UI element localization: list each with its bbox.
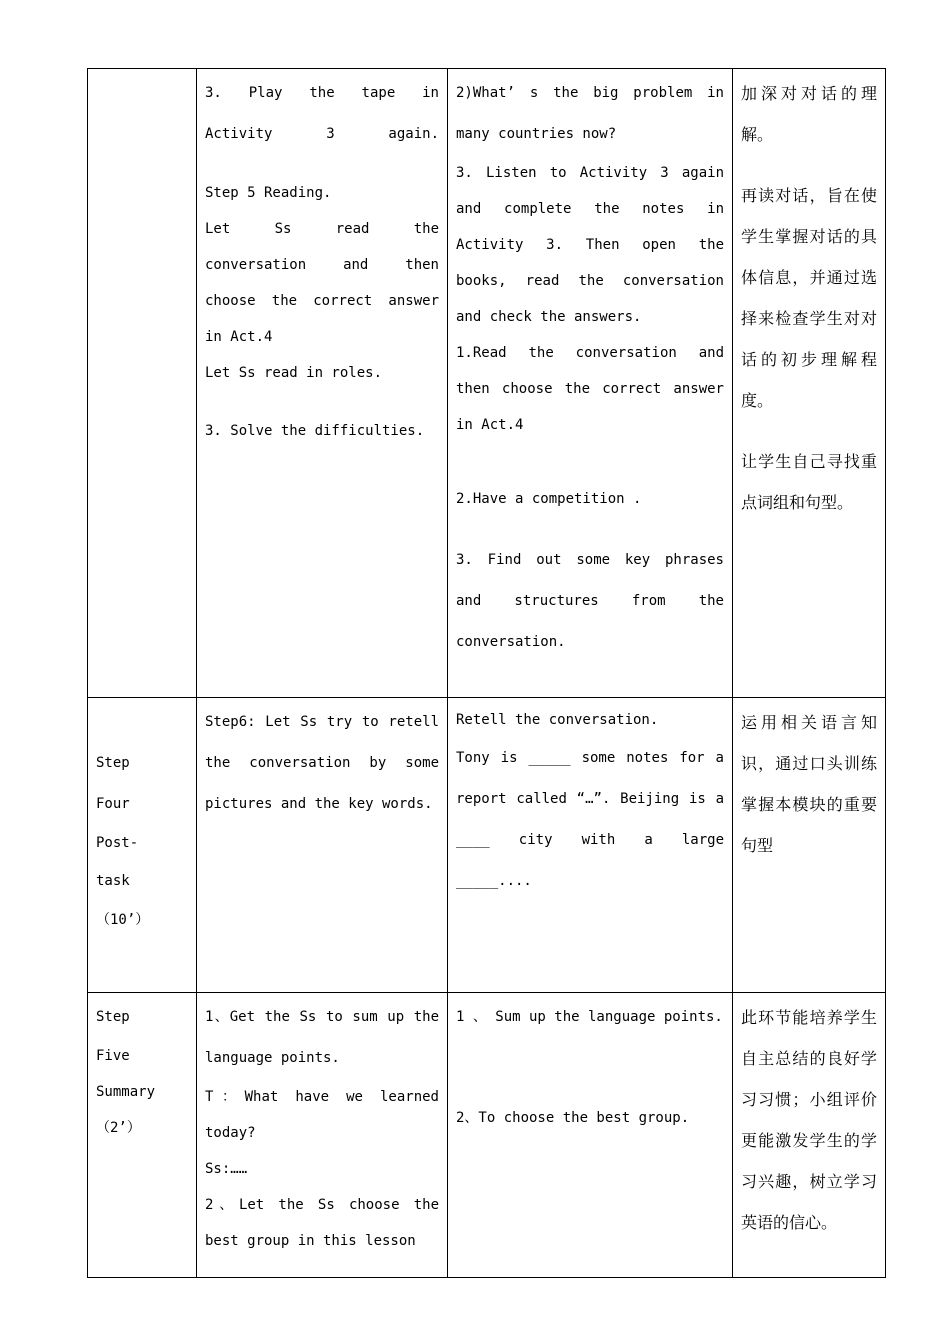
cell-paragraph: 3. Solve the difficulties. — [205, 423, 425, 439]
cell-paragraph: Let Ss read the conversation and then choose the correct answer in Act.4 — [205, 221, 439, 345]
cell-paragraph: 3. Listen to Activity 3 again and complete the notes in Activity 3. Then open the books, read the conversation and check the answers. — [456, 165, 724, 325]
table-row — [88, 698, 886, 993]
teacher-activity-cell — [197, 69, 448, 698]
cell-paragraph: T：What have we learned today? — [205, 1089, 439, 1141]
cell-paragraph: Tony is _____ some notes for a report called “…”. Beijing is a ____ city with a large _____.... — [456, 750, 724, 889]
cell-paragraph: 1.Read the conversation and then choose the correct answer in Act.4 — [456, 345, 724, 433]
step-label: （10’） — [96, 912, 150, 928]
step-label: task — [96, 873, 130, 889]
cell-paragraph: 3. Play the tape in Activity 3 again. — [205, 85, 439, 142]
cell-paragraph: Ss:…… — [205, 1161, 248, 1177]
cell-paragraph: 此环节能培养学生自主总结的良好学习习惯；小组评价更能激发学生的学习兴趣，树立学习英语的信心。 — [741, 1008, 877, 1232]
step-cell — [88, 698, 197, 993]
teacher-activity-cell — [197, 993, 448, 1278]
cell-paragraph: 2、To choose the best group. — [456, 1110, 690, 1126]
cell-paragraph: 2.Have a competition . — [456, 491, 642, 507]
step-label: Step — [96, 1009, 130, 1025]
purpose-cell — [733, 698, 886, 993]
cell-paragraph: 再读对话，旨在使学生掌握对话的具体信息，并通过选择来检查学生对对话的初步理解程度。 — [741, 186, 877, 410]
cell-paragraph: 让学生自己寻找重点词组和句型。 — [741, 452, 877, 512]
student-activity-cell — [448, 69, 733, 698]
step-cell — [88, 69, 197, 698]
student-activity-cell — [448, 698, 733, 993]
table-row — [88, 69, 886, 698]
cell-paragraph: 1 、 Sum up the language points. — [456, 1009, 723, 1025]
cell-paragraph: Retell the conversation. — [456, 712, 659, 728]
teacher-activity-cell — [197, 698, 448, 993]
table-row — [88, 993, 886, 1278]
cell-paragraph: 2)What’ s the big problem in many countries now? — [456, 85, 724, 142]
step-label: （2’） — [96, 1120, 141, 1136]
step-label: Summary — [96, 1084, 156, 1100]
cell-paragraph: Let Ss read in roles. — [205, 365, 383, 381]
cell-paragraph: 3. Find out some key phrases and structures from the conversation. — [456, 552, 724, 650]
student-activity-cell — [448, 993, 733, 1278]
cell-paragraph: Step 5 Reading. — [205, 185, 332, 201]
step-cell — [88, 993, 197, 1278]
step-label: Step — [96, 755, 130, 771]
purpose-cell — [733, 69, 886, 698]
step-label: Five — [96, 1048, 130, 1064]
cell-paragraph: 1、Get the Ss to sum up the language points. — [205, 1009, 439, 1066]
cell-paragraph: 运用相关语言知识，通过口头训练掌握本模块的重要句型 — [741, 713, 877, 855]
step-label: Four — [96, 796, 130, 812]
purpose-cell — [733, 993, 886, 1278]
cell-paragraph: Step6: Let Ss try to retell the conversation by some pictures and the key words. — [205, 714, 439, 812]
step-label: Post- — [96, 835, 139, 851]
cell-paragraph: 加深对对话的理解。 — [741, 84, 877, 144]
lesson-plan-table — [87, 68, 886, 1278]
cell-paragraph: 2、Let the Ss choose the best group in this lesson — [205, 1197, 439, 1249]
